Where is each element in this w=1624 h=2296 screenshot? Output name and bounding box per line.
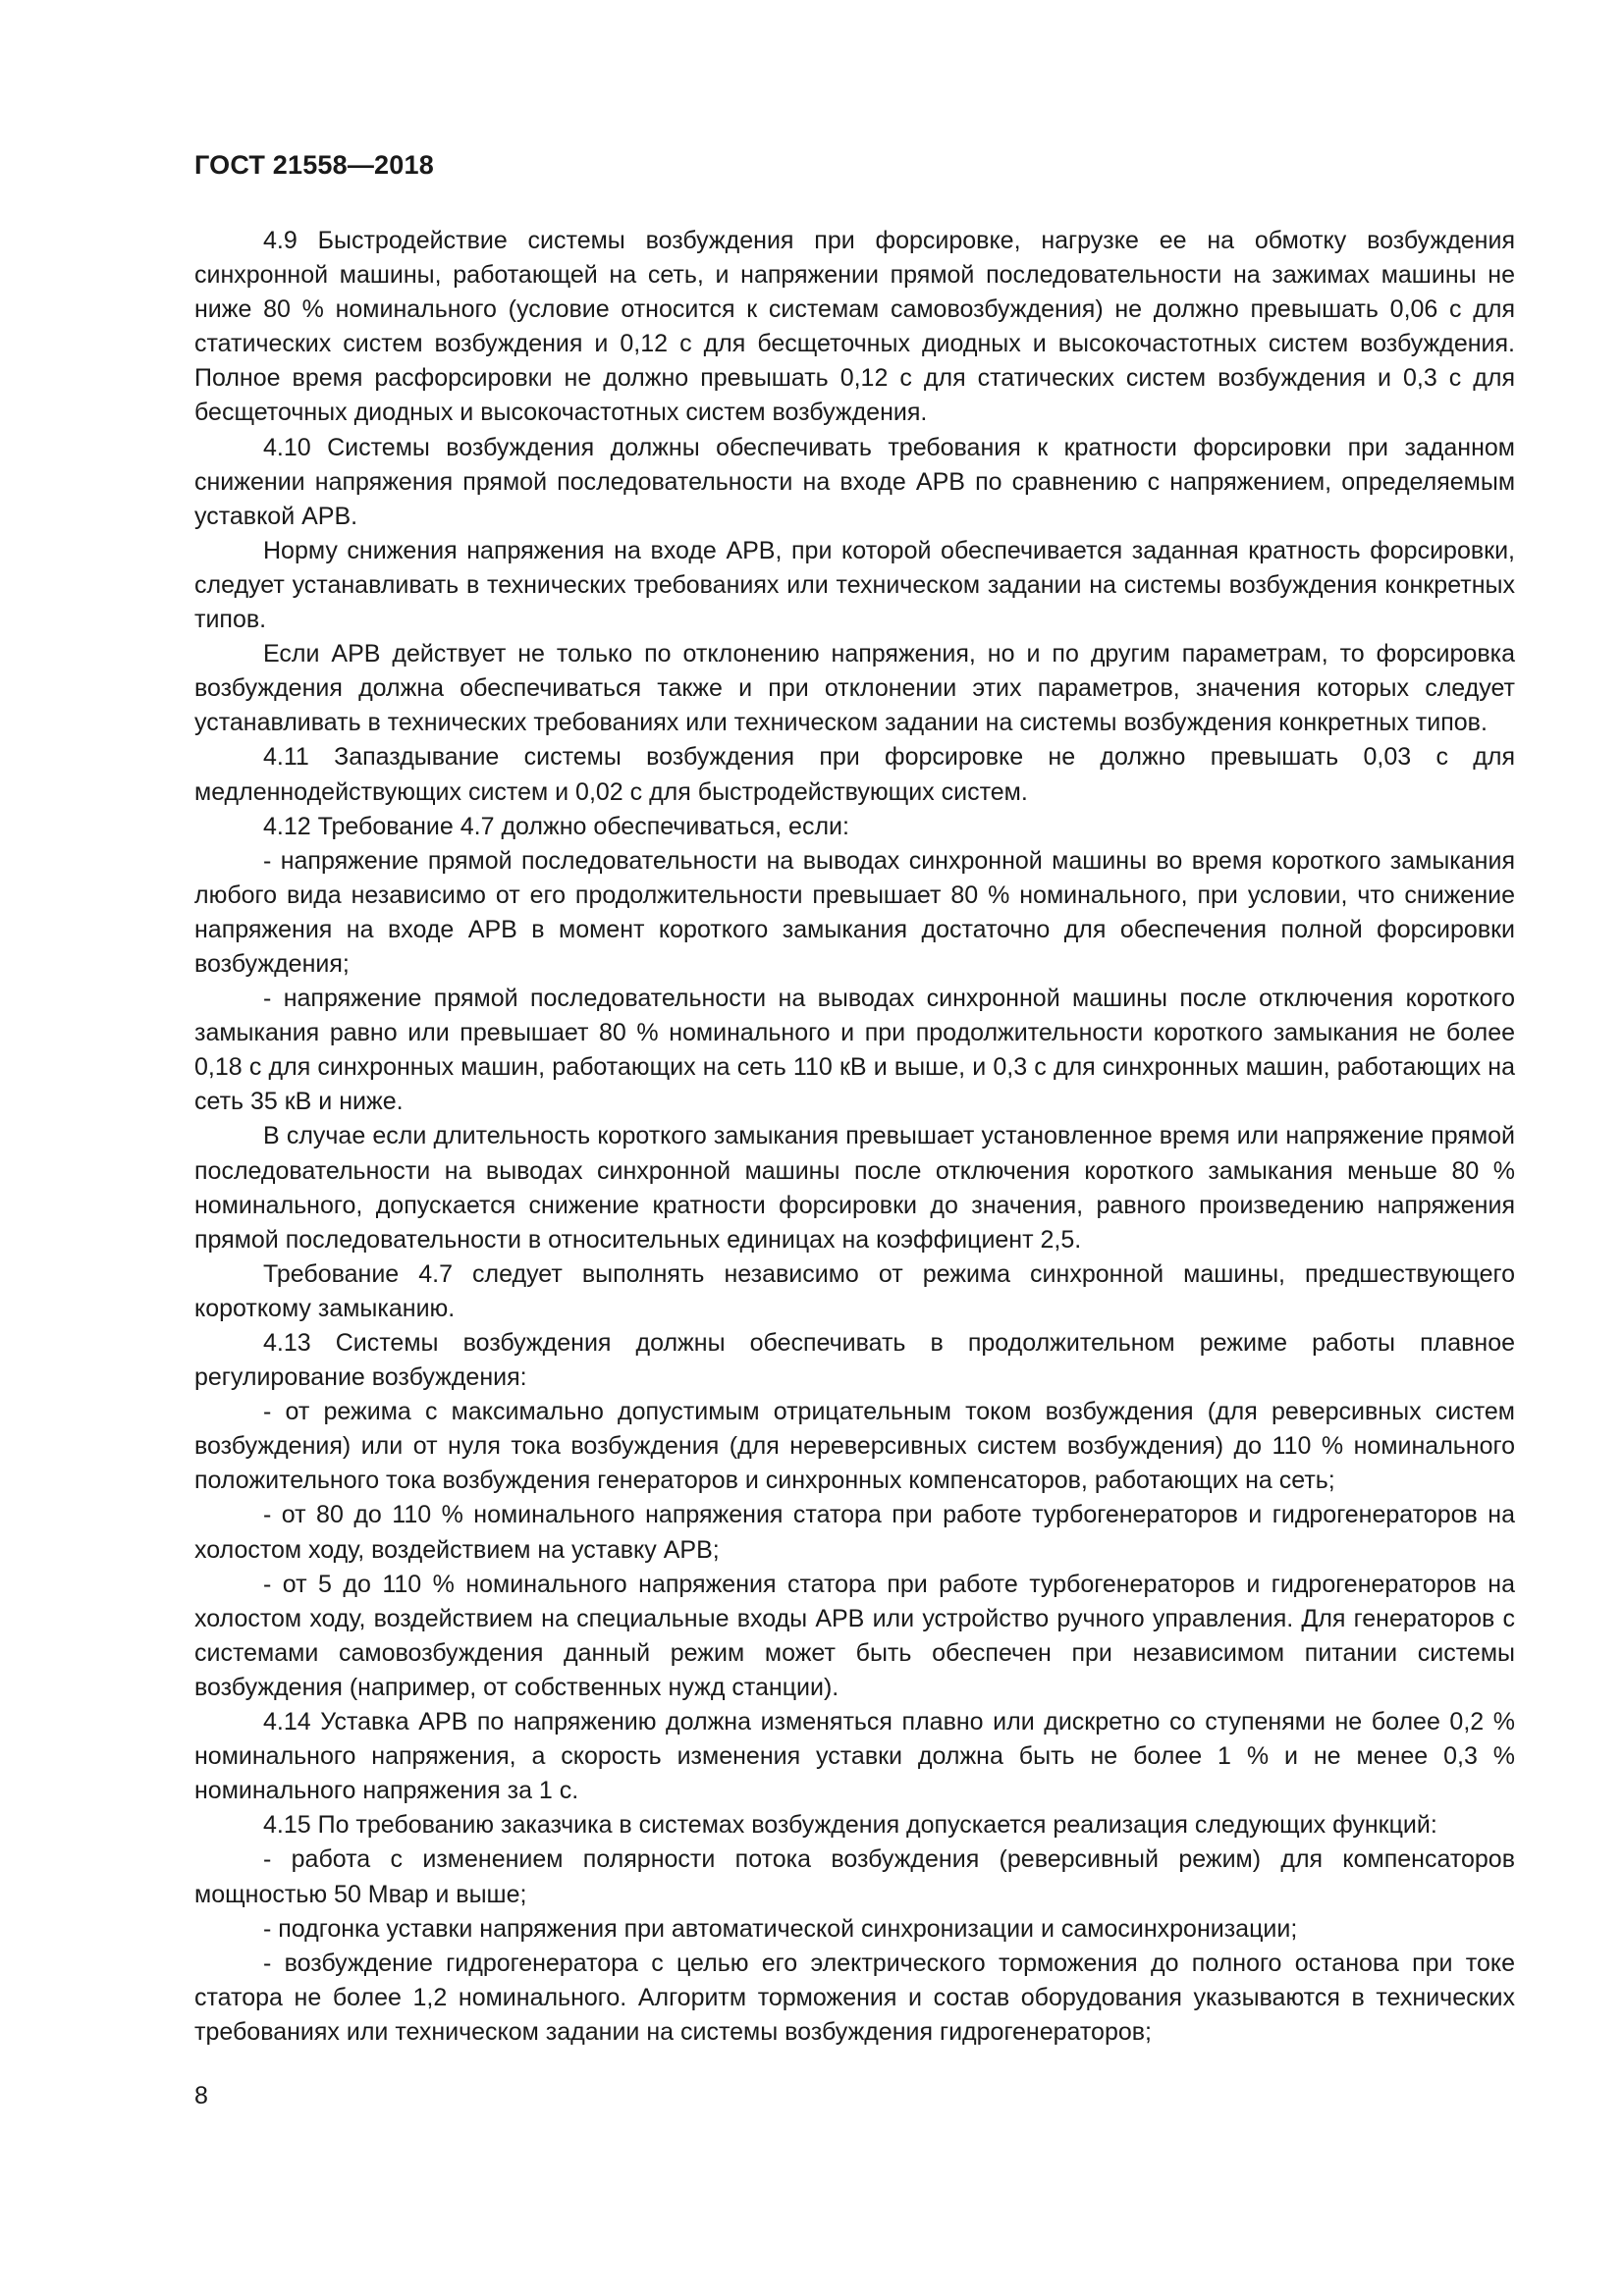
page-number: 8 — [194, 2082, 208, 2109]
list-item-reverse-mode: - работа с изменением полярности потока возбуждения (реверсивный режим) для компенсаторов мощностью 50 Мвар и выше; — [194, 1845, 1515, 1908]
list-item-5-110-percent: - от 5 до 110 % номинального напряжения статора при работе турбогенераторов и гидрогенераторов на холостом ходу, воздействием на специальные входы АРВ или устройство ручного управления. Для генераторов с системами самовозбуждения данный режим может быть обеспечен при независимом питании системы возбуждения (например, от собственных нужд станции). — [194, 1570, 1515, 1701]
paragraph-requirement-4-7: Требование 4.7 следует выполнять независимо от режима синхронной машины, предшествующего короткому замыканию. — [194, 1259, 1515, 1322]
paragraph-4-14: 4.14 Уставка АРВ по напряжению должна изменяться плавно или дискретно со ступенями не более 0,2 % номинального напряжения, а скорость изменения уставки должна быть не более 1 % и не менее 0,3 % номинального напряжения за 1 с. — [194, 1708, 1515, 1805]
paragraph-4-15: 4.15 По требованию заказчика в системах возбуждения допускается реализация следующих функций: — [263, 1811, 1437, 1840]
document-header-code: ГОСТ 21558—2018 — [194, 150, 434, 180]
paragraph-4-9: 4.9 Быстродействие системы возбуждения при форсировке, нагрузке ее на обмотку возбуждения синхронной машины, работающей на сеть, и напряжении прямой последовательности на зажимах машины не ниже 80 % номинального (условие относится к системам самовозбуждения) не должно превышать 0,06 с для статических систем возбуждения и 0,12 с для бесщеточных диодных и высокочастотных систем возбуждения. Полное время расфорсировки не должно превышать 0,12 с для статических систем возбуждения и 0,3 с для бесщеточных диодных и высокочастотных систем возбуждения. — [194, 227, 1515, 427]
list-item-setpoint-adjustment: - подгонка уставки напряжения при автоматической синхронизации и самосинхронизации; — [263, 1914, 1298, 1943]
paragraph-4-11: 4.11 Запаздывание системы возбуждения при форсировке не должно превышать 0,03 с для медленнодействующих систем и 0,02 с для быстродействующих систем. — [194, 743, 1515, 806]
paragraph-4-12: 4.12 Требование 4.7 должно обеспечиваться, если: — [263, 812, 849, 840]
paragraph-short-circuit-duration: В случае если длительность короткого замыкания превышает установленное время или напряжение прямой последовательности на выводах синхронной машины после отключения короткого замыкания меньше 80 % номинального, допускается снижение кратности форсировки до значения, равного произведению напряжения прямой последовательности в относительных единицах на коэффициент 2,5. — [194, 1122, 1515, 1254]
list-item-80-110-percent: - от 80 до 110 % номинального напряжения статора при работе турбогенераторов и гидрогенераторов на холостом ходу, воздействием на уставку АРВ; — [194, 1501, 1515, 1564]
paragraph-4-13: 4.13 Системы возбуждения должны обеспечивать в продолжительном режиме работы плавное регулирование возбуждения: — [194, 1329, 1515, 1392]
list-item-short-circuit-voltage: - напряжение прямой последовательности на выводах синхронной машины во время короткого замыкания любого вида независимо от его продолжительности превышает 80 % номинального, при условии, что снижение напряжения на входе АРВ в момент короткого замыкания достаточно для обеспечения полной форсировки возбуждения; — [194, 846, 1515, 978]
document-body — [194, 224, 1515, 2050]
list-item-electric-braking: - возбуждение гидрогенератора с целью его электрического торможения до полного останова при токе статора не более 1,2 номинального. Алгоритм торможения и состав оборудования указываются в технических требованиях или техническом задании на системы возбуждения гидрогенераторов; — [194, 1949, 1515, 2046]
list-item-after-short-circuit: - напряжение прямой последовательности на выводах синхронной машины после отключения короткого замыкания равно или превышает 80 % номинального и при продолжительности короткого замыкания не более 0,18 с для синхронных машин, работающих на сеть 110 кВ и выше, и 0,3 с для синхронных машин, работающих на сеть 35 кВ и ниже. — [194, 985, 1515, 1116]
paragraph-4-10: 4.10 Системы возбуждения должны обеспечивать требования к кратности форсировки при заданном снижении напряжения прямой последовательности на входе АРВ по сравнению с напряжением, определяемым уставкой АРВ. — [194, 433, 1515, 530]
list-item-negative-current-mode: - от режима с максимально допустимым отрицательным током возбуждения (для реверсивных систем возбуждения) или от нуля тока возбуждения (для нереверсивных систем возбуждения) до 110 % номинального положительного тока возбуждения генераторов и синхронных компенсаторов, работающих на сеть; — [194, 1398, 1515, 1495]
paragraph-arv-voltage-norm: Норму снижения напряжения на входе АРВ, при которой обеспечивается заданная кратность форсировки, следует устанавливать в технических требованиях или техническом задании на системы возбуждения конкретных типов. — [194, 536, 1515, 634]
paragraph-arv-other-params: Если АРВ действует не только по отклонению напряжения, но и по другим параметрам, то форсировка возбуждения должна обеспечиваться также и при отклонении этих параметров, значения которых следует устанавливать в технических требованиях или техническом задании на системы возбуждения конкретных типов. — [194, 640, 1515, 737]
